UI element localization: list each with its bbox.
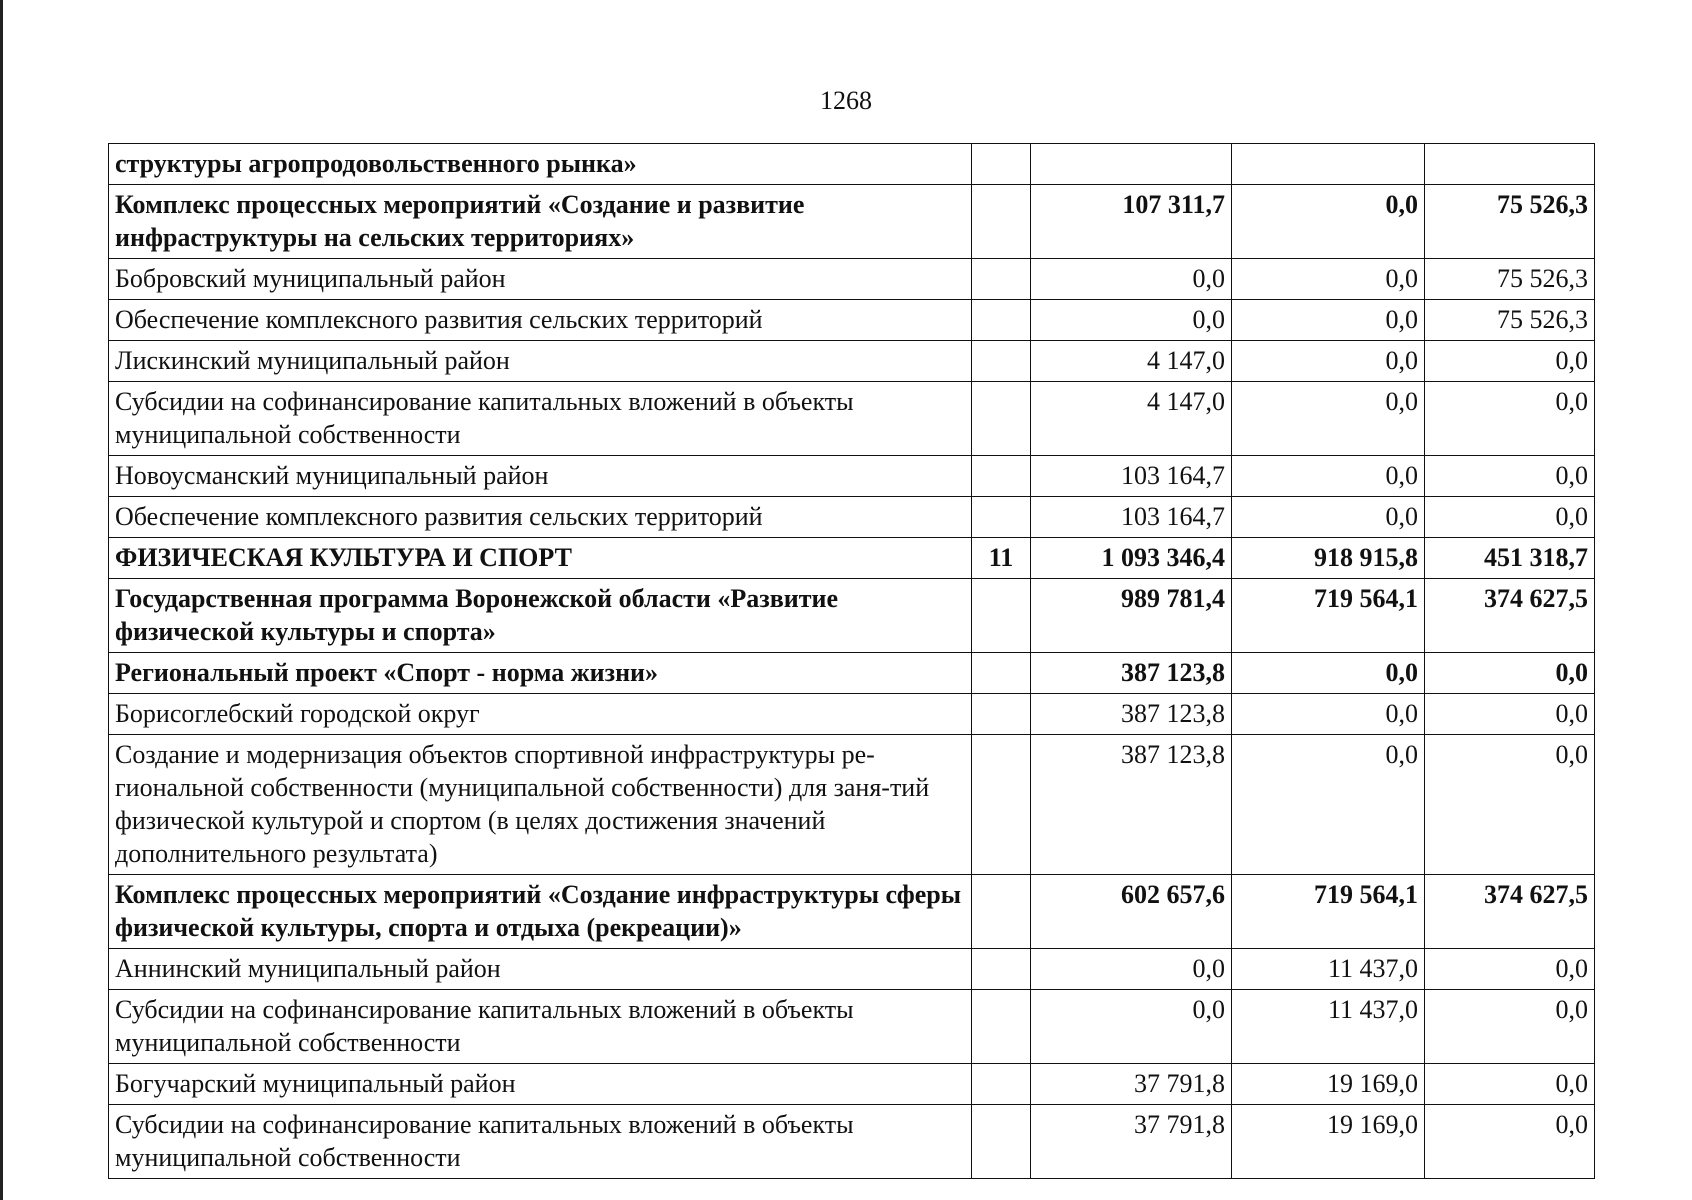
table-row xyxy=(109,694,1595,735)
row-name-cell: Субсидии на софинансирование капитальных вложений в объекты муниципальной собственности xyxy=(109,1105,972,1179)
row-code-cell xyxy=(972,1064,1031,1105)
row-value-2-cell xyxy=(1232,144,1425,185)
row-value-3-cell: 374 627,5 xyxy=(1425,579,1595,653)
row-value-1-cell: 0,0 xyxy=(1031,300,1232,341)
row-name-cell: Борисоглебский городской округ xyxy=(109,694,972,735)
row-name-cell: Субсидии на софинансирование капитальных вложений в объекты муниципальной собственности xyxy=(109,382,972,456)
row-value-2-cell: 0,0 xyxy=(1232,185,1425,259)
table-row xyxy=(109,185,1595,259)
row-value-2-cell: 11 437,0 xyxy=(1232,949,1425,990)
row-name-cell: Аннинский муниципальный район xyxy=(109,949,972,990)
row-name-cell: Комплекс процессных мероприятий «Создание инфраструктуры сферы физической культуры, спорта и отдыха (рекреации)» xyxy=(109,875,972,949)
row-value-1-cell: 602 657,6 xyxy=(1031,875,1232,949)
table-row xyxy=(109,735,1595,875)
row-value-3-cell: 0,0 xyxy=(1425,735,1595,875)
row-name-cell: Государственная программа Воронежской области «Развитие физической культуры и спорта» xyxy=(109,579,972,653)
row-value-3-cell: 0,0 xyxy=(1425,694,1595,735)
row-code-cell xyxy=(972,497,1031,538)
table-row xyxy=(109,538,1595,579)
scan-edge-line xyxy=(0,0,3,1200)
row-value-3-cell xyxy=(1425,144,1595,185)
row-value-3-cell: 75 526,3 xyxy=(1425,259,1595,300)
table-row xyxy=(109,1105,1595,1179)
row-value-2-cell: 0,0 xyxy=(1232,259,1425,300)
table-row xyxy=(109,497,1595,538)
row-code-cell xyxy=(972,259,1031,300)
table-row xyxy=(109,875,1595,949)
row-value-3-cell: 0,0 xyxy=(1425,382,1595,456)
table-row xyxy=(109,579,1595,653)
row-code-cell xyxy=(972,579,1031,653)
row-value-2-cell: 19 169,0 xyxy=(1232,1105,1425,1179)
row-value-2-cell: 0,0 xyxy=(1232,300,1425,341)
row-code-cell xyxy=(972,456,1031,497)
row-name-cell: ФИЗИЧЕСКАЯ КУЛЬТУРА И СПОРТ xyxy=(109,538,972,579)
row-code-cell xyxy=(972,949,1031,990)
row-code-cell xyxy=(972,382,1031,456)
row-value-3-cell: 0,0 xyxy=(1425,653,1595,694)
row-code-cell xyxy=(972,694,1031,735)
row-code-cell xyxy=(972,1105,1031,1179)
row-name-cell: Создание и модернизация объектов спортивной инфраструктуры ре-гиональной собственности (муниципальной собственности) для заня-тий физической культурой и спортом (в целях достижения значений дополнительного результата) xyxy=(109,735,972,875)
row-value-1-cell: 0,0 xyxy=(1031,259,1232,300)
row-value-1-cell: 1 093 346,4 xyxy=(1031,538,1232,579)
row-value-1-cell: 37 791,8 xyxy=(1031,1064,1232,1105)
row-value-1-cell: 387 123,8 xyxy=(1031,694,1232,735)
row-code-cell xyxy=(972,144,1031,185)
row-value-1-cell xyxy=(1031,144,1232,185)
row-value-2-cell: 0,0 xyxy=(1232,382,1425,456)
table-row xyxy=(109,1064,1595,1105)
row-value-3-cell: 374 627,5 xyxy=(1425,875,1595,949)
row-value-1-cell: 107 311,7 xyxy=(1031,185,1232,259)
row-value-1-cell: 0,0 xyxy=(1031,949,1232,990)
table-row xyxy=(109,653,1595,694)
row-code-cell xyxy=(972,653,1031,694)
row-code-cell xyxy=(972,990,1031,1064)
row-value-3-cell: 75 526,3 xyxy=(1425,300,1595,341)
row-code-cell xyxy=(972,735,1031,875)
row-value-2-cell: 0,0 xyxy=(1232,341,1425,382)
table-row xyxy=(109,382,1595,456)
row-value-1-cell: 387 123,8 xyxy=(1031,653,1232,694)
row-value-1-cell: 4 147,0 xyxy=(1031,341,1232,382)
row-value-1-cell: 4 147,0 xyxy=(1031,382,1232,456)
row-value-1-cell: 0,0 xyxy=(1031,990,1232,1064)
table-row xyxy=(109,990,1595,1064)
table-row xyxy=(109,144,1595,185)
row-value-2-cell: 11 437,0 xyxy=(1232,990,1425,1064)
row-value-3-cell: 0,0 xyxy=(1425,990,1595,1064)
row-name-cell: структуры агропродовольственного рынка» xyxy=(109,144,972,185)
row-value-2-cell: 918 915,8 xyxy=(1232,538,1425,579)
row-value-3-cell: 0,0 xyxy=(1425,949,1595,990)
row-name-cell: Субсидии на софинансирование капитальных вложений в объекты муниципальной собственности xyxy=(109,990,972,1064)
row-value-2-cell: 0,0 xyxy=(1232,653,1425,694)
row-value-3-cell: 0,0 xyxy=(1425,497,1595,538)
row-value-3-cell: 0,0 xyxy=(1425,456,1595,497)
row-name-cell: Обеспечение комплексного развития сельских территорий xyxy=(109,300,972,341)
row-name-cell: Бобровский муниципальный район xyxy=(109,259,972,300)
row-code-cell xyxy=(972,875,1031,949)
row-code-cell xyxy=(972,300,1031,341)
row-value-2-cell: 19 169,0 xyxy=(1232,1064,1425,1105)
budget-table xyxy=(108,143,1595,1179)
row-value-1-cell: 37 791,8 xyxy=(1031,1105,1232,1179)
row-value-3-cell: 451 318,7 xyxy=(1425,538,1595,579)
row-name-cell: Комплекс процессных мероприятий «Создание и развитие инфраструктуры на сельских территориях» xyxy=(109,185,972,259)
row-value-2-cell: 719 564,1 xyxy=(1232,875,1425,949)
table-row xyxy=(109,259,1595,300)
row-value-3-cell: 0,0 xyxy=(1425,341,1595,382)
row-name-cell: Региональный проект «Спорт - норма жизни» xyxy=(109,653,972,694)
row-value-1-cell: 103 164,7 xyxy=(1031,456,1232,497)
row-name-cell: Новоусманский муниципальный район xyxy=(109,456,972,497)
row-value-2-cell: 0,0 xyxy=(1232,694,1425,735)
row-value-3-cell: 0,0 xyxy=(1425,1105,1595,1179)
row-value-2-cell: 719 564,1 xyxy=(1232,579,1425,653)
page-number: 1268 xyxy=(820,86,872,115)
table-row xyxy=(109,949,1595,990)
row-value-3-cell: 0,0 xyxy=(1425,1064,1595,1105)
row-name-cell: Обеспечение комплексного развития сельских территорий xyxy=(109,497,972,538)
budget-table-body xyxy=(109,144,1595,1179)
table-row xyxy=(109,341,1595,382)
row-name-cell: Лискинский муниципальный район xyxy=(109,341,972,382)
row-value-1-cell: 103 164,7 xyxy=(1031,497,1232,538)
row-value-1-cell: 989 781,4 xyxy=(1031,579,1232,653)
row-value-3-cell: 75 526,3 xyxy=(1425,185,1595,259)
row-value-1-cell: 387 123,8 xyxy=(1031,735,1232,875)
row-code-cell xyxy=(972,341,1031,382)
row-value-2-cell: 0,0 xyxy=(1232,456,1425,497)
row-name-cell: Богучарский муниципальный район xyxy=(109,1064,972,1105)
table-row xyxy=(109,456,1595,497)
row-value-2-cell: 0,0 xyxy=(1232,497,1425,538)
row-value-2-cell: 0,0 xyxy=(1232,735,1425,875)
row-code-cell xyxy=(972,185,1031,259)
table-row xyxy=(109,300,1595,341)
row-code-cell: 11 xyxy=(972,538,1031,579)
